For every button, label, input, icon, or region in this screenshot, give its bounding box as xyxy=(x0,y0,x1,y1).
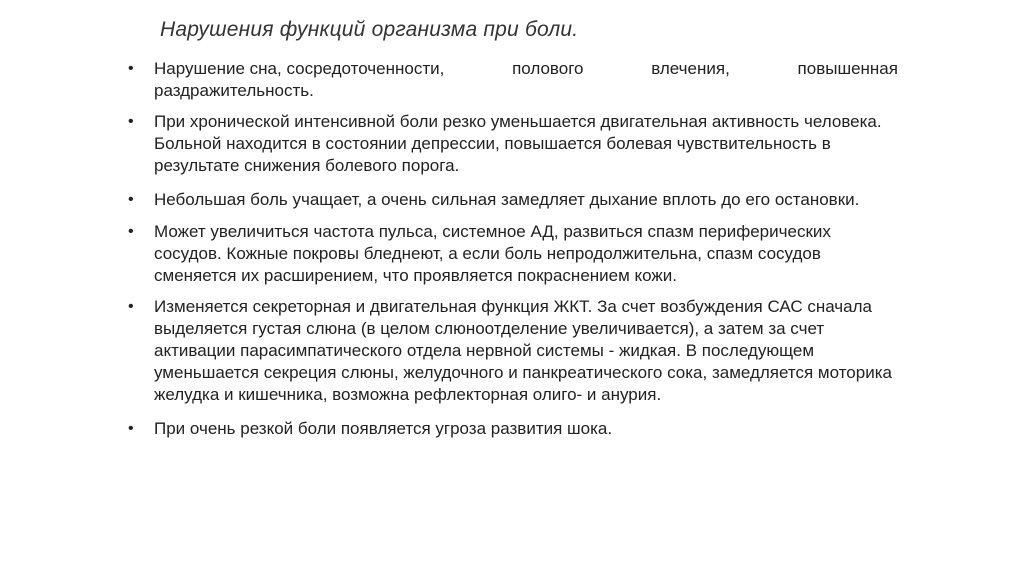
bullet-text: При хронической интенсивной боли резко уменьшается двигательная активность человека. Больной находится в состоянии депрессии, повышается болевая чувствительность в результате снижения болевого порога. xyxy=(154,112,882,175)
slide-title: Нарушения функций организма при боли. xyxy=(160,18,579,41)
bullet-item-gi-tract xyxy=(128,296,898,406)
bullet-icon: • xyxy=(128,298,134,315)
bullet-list xyxy=(128,58,898,440)
bullet-item-shock xyxy=(128,418,898,440)
bullet-text: Изменяется секреторная и двигательная функция ЖКТ. За счет возбуждения САС сначала выделяется густая слюна (в целом слюноотделение увеличивается), а затем за счет активации парасимпатического отдела нервной системы - жидкая. В последующем уменьшается секреция слюны, желудочного и панкреатического сока, замедляется моторика желудка и кишечника, возможна рефлекторная олиго- и анурия. xyxy=(154,297,892,404)
bullet-icon: • xyxy=(128,420,134,437)
bullet-item-sleep xyxy=(128,58,898,102)
bullet-word: влечения, xyxy=(651,59,730,78)
bullet-word: повышенная xyxy=(797,59,898,78)
bullet-text: Может увеличиться частота пульса, системное АД, развиться спазм периферических сосудов. Кожные покровы бледнеют, а если боль непродолжительна, спазм сосудов сменяется их расширением, что проявляется покраснением кожи. xyxy=(154,222,831,285)
bullet-word: полового xyxy=(512,59,584,78)
bullet-icon: • xyxy=(128,60,134,77)
bullet-text: раздражительность. xyxy=(154,81,314,100)
bullet-first-line xyxy=(154,58,898,80)
bullet-item-pulse xyxy=(128,221,898,287)
bullet-word: Нарушение сна, сосредоточенности, xyxy=(154,59,445,78)
bullet-icon: • xyxy=(128,113,134,130)
bullet-icon: • xyxy=(128,191,134,208)
bullet-text: Небольшая боль учащает, а очень сильная замедляет дыхание вплоть до его остановки. xyxy=(154,190,860,209)
bullet-item-breathing xyxy=(128,189,898,211)
bullet-icon: • xyxy=(128,223,134,240)
bullet-text: При очень резкой боли появляется угроза развития шока. xyxy=(154,419,613,438)
bullet-item-chronic-pain xyxy=(128,111,898,177)
